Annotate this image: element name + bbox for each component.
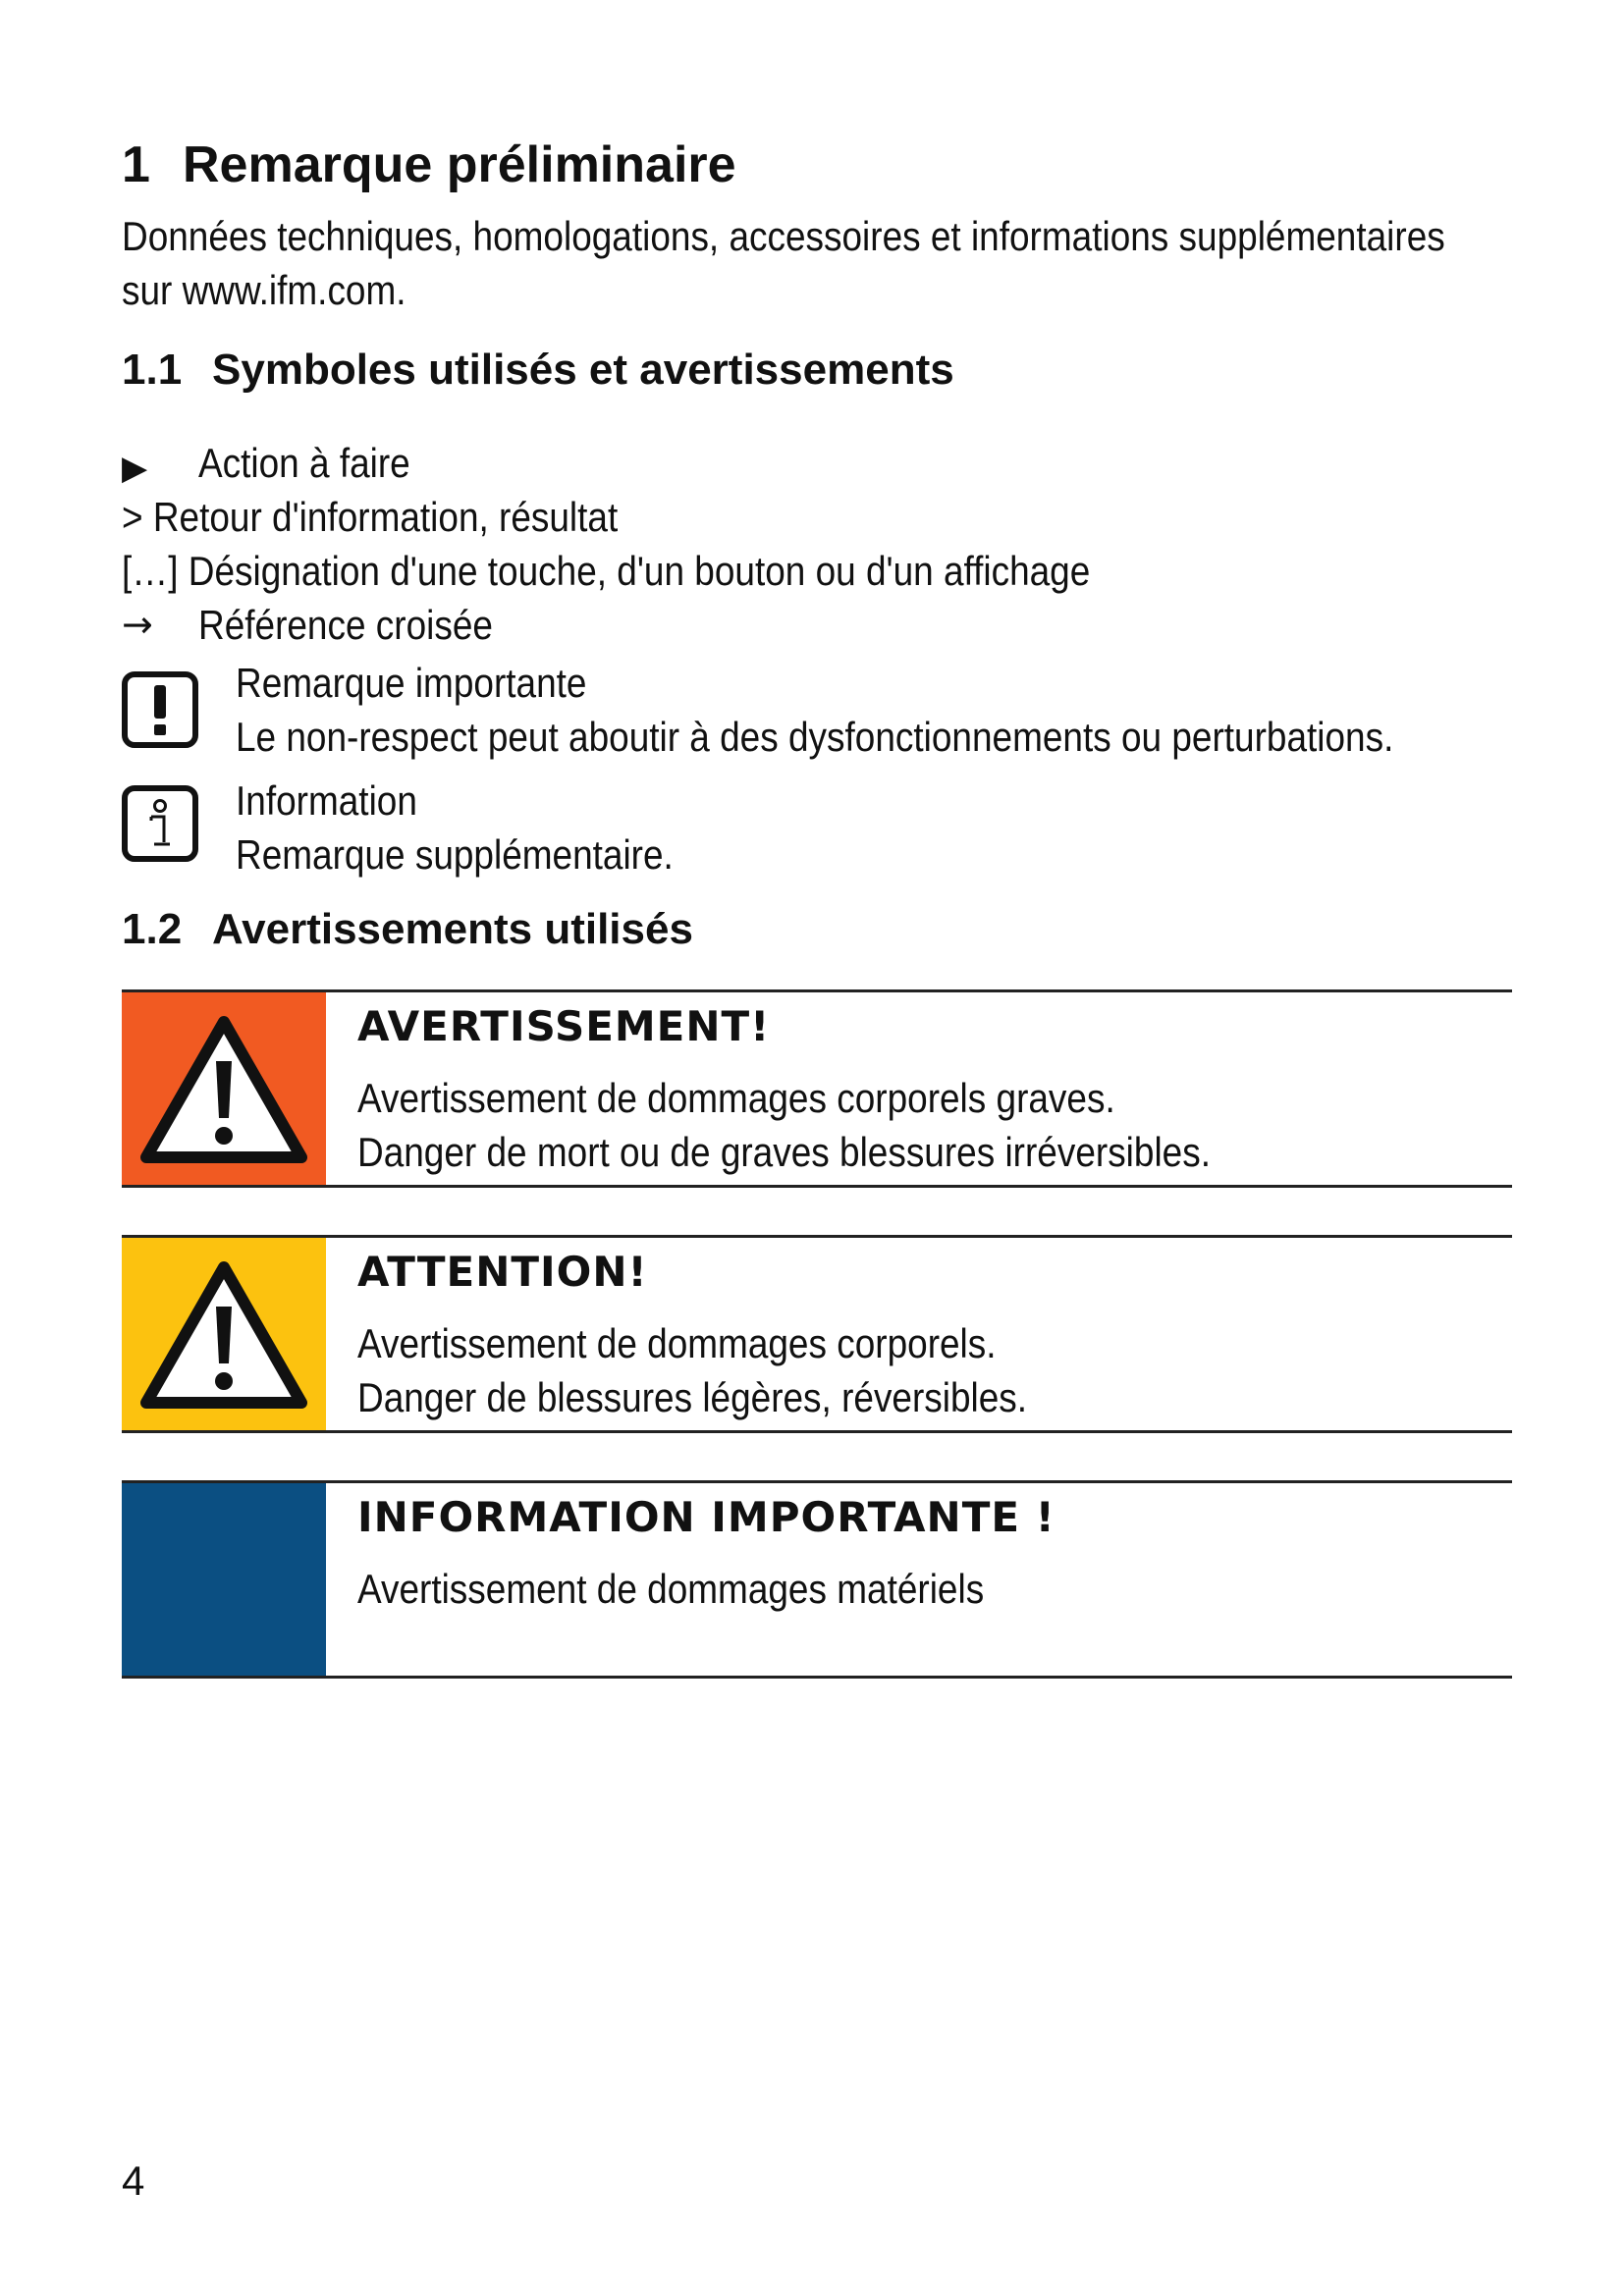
section-1-heading (122, 135, 736, 194)
symbol-designation-row (122, 544, 1222, 598)
section-1-1-heading (122, 346, 954, 395)
page-number: 4 (122, 2158, 145, 2204)
warning-line-1: Avertissement de dommages matériels (357, 1566, 985, 1612)
symbol-feedback-text: > Retour d'information, résultat (122, 494, 619, 540)
warning-triangle-icon (122, 1238, 326, 1430)
warning-title: ATTENTION! (357, 1248, 648, 1296)
warning-title: AVERTISSEMENT! (357, 1002, 771, 1050)
symbol-designation-text: […] Désignation d'une touche, d'un bouton ou d'un affichage (122, 548, 1091, 594)
warning-color-swatch (122, 1483, 326, 1676)
symbol-crossref-row (122, 598, 533, 652)
warning-triangle-icon (122, 992, 326, 1185)
info-box-icon (122, 785, 198, 862)
symbol-action-row (122, 436, 439, 490)
warning-block-attention (122, 1235, 1512, 1433)
important-note-text: Le non-respect peut aboutir à des dysfonctionnements ou perturbations. (236, 714, 1394, 760)
warning-color-swatch (122, 1238, 326, 1430)
warning-line-2: Danger de mort ou de graves blessures irréversibles. (357, 1129, 1211, 1175)
intro-line-1: Données techniques, homologations, accessoires et informations supplémentaires (122, 213, 1445, 259)
warning-line-1: Avertissement de dommages corporels graves. (357, 1075, 1115, 1121)
symbol-feedback-row (122, 490, 685, 544)
section-title: Symboles utilisés et avertissements (212, 346, 954, 394)
symbol-action-text: Action à faire (198, 440, 410, 486)
info-note-title: Information (236, 777, 417, 824)
warning-color-swatch (122, 992, 326, 1185)
section-title: Avertissements utilisés (212, 905, 693, 953)
warning-line-1: Avertissement de dommages corporels. (357, 1320, 997, 1366)
symbol-crossref-text: Référence croisée (198, 602, 493, 648)
warning-block-avertissement (122, 989, 1512, 1188)
section-number: 1.2 (122, 905, 183, 953)
exclamation-box-icon (122, 671, 198, 748)
info-note-text: Remarque supplémentaire. (236, 831, 674, 878)
warning-line-2: Danger de blessures légères, réversibles. (357, 1374, 1028, 1420)
intro-line-2: sur www.ifm.com. (122, 267, 406, 313)
section-number: 1 (122, 136, 150, 193)
arrow-right-icon: → (122, 603, 153, 646)
section-1-2-heading (122, 905, 693, 954)
warning-block-information-importante (122, 1480, 1512, 1679)
section-title: Remarque préliminaire (183, 136, 736, 193)
play-triangle-icon: ▶ (122, 450, 148, 487)
important-note-title: Remarque importante (236, 660, 587, 706)
section-number: 1.1 (122, 346, 183, 394)
warning-title: INFORMATION IMPORTANTE ! (357, 1493, 1056, 1541)
